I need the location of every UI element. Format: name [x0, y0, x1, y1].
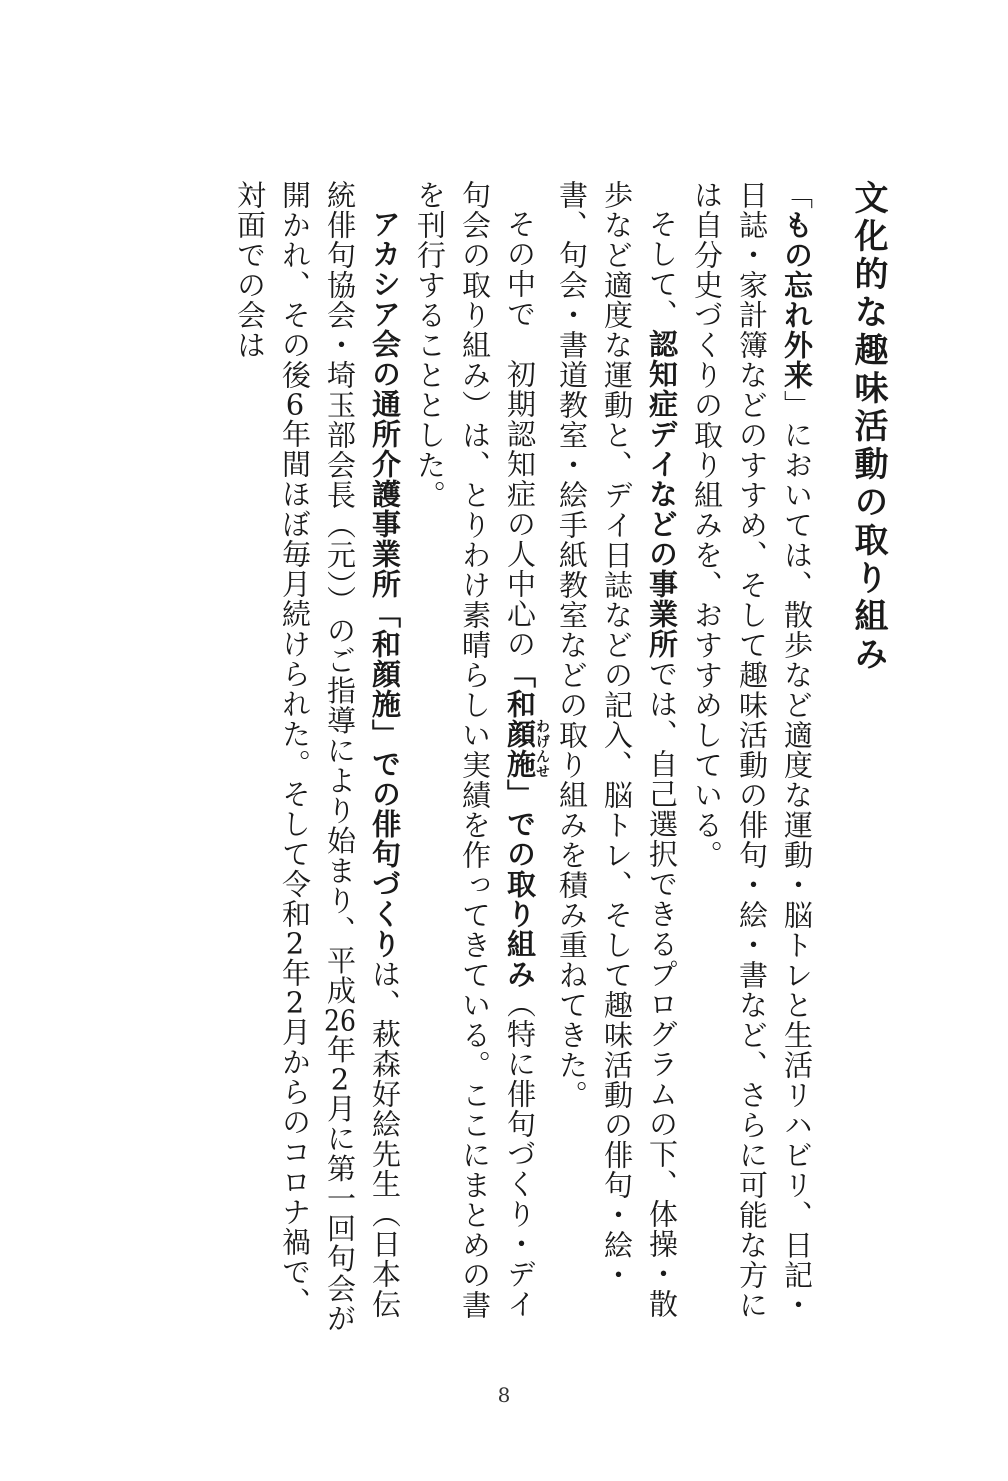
paragraph-4-body-4: 年間ほぼ毎月続けられた。そして令和	[278, 419, 312, 929]
paragraph-3-ruby-wrapper	[503, 719, 550, 779]
paragraph-mono-wasure	[684, 180, 819, 1340]
paragraph-dementia-day	[549, 180, 684, 1340]
paragraph-1-body: 」においては、散歩など適度な運動・脳トレと生活リハビリ、日記・日誌・家計簿などのすすめ、そして趣味活動の俳句・絵・書など、さらに可能な方には自分史づくりの取り組みを、おすすめしている。	[690, 180, 814, 1320]
ruby-reading: わげんせ	[534, 719, 550, 779]
reiwa-month-number-2: 2	[285, 988, 305, 1017]
paragraph-2-bold-term: 認知症デイなどの事業所	[645, 329, 679, 659]
paragraph-wagense	[407, 180, 549, 1340]
paragraph-4-body-1: は、萩森好絵先生（日本伝統俳句協会・埼玉部会長（元））のご指導により始まり、平成	[323, 180, 402, 1319]
paragraph-3-body: （特に俳句づくり・デイ句会の取り組み）は、とりわけ素晴らしい実績を作ってきている。ここにまとめの書を刊行することとした。	[413, 180, 537, 1320]
paragraph-4-body-3: 月に第一回句会が開かれ、その後	[278, 180, 357, 1334]
paragraph-acacia-haiku	[227, 180, 407, 1340]
paragraph-3-bold-term-end: 」での取り組み	[503, 779, 537, 989]
paragraph-1-open-bracket: 「	[780, 180, 814, 210]
paragraph-3-lead: その中で 初期認知症の人中心の	[503, 209, 537, 659]
ruby-base-text: 顔施	[503, 719, 537, 779]
paragraph-2-body: では、自己選択できるプログラムの下、体操・散歩など適度な運動と、デイ日誌などの記入、脳トレ、そして趣味活動の俳句・絵・書、句会・書道教室・絵手紙教室などの取り組みを積み重ねてきた。	[555, 180, 679, 1319]
paragraph-3-bold-term-start: 「和	[503, 659, 537, 719]
vertical-text-block	[100, 180, 890, 1340]
month-number-2: 2	[330, 1064, 350, 1094]
years-number-6: 6	[285, 390, 305, 419]
paragraph-4-body-6: 月からのコロナ禍で、対面での会は	[233, 180, 312, 1317]
reiwa-year-number-2: 2	[285, 929, 305, 958]
page-number: 8	[497, 1383, 511, 1407]
section-heading: 文化的な趣味活動の取り組み	[848, 180, 888, 674]
year-number-26: 26	[324, 1005, 356, 1035]
paragraph-1-bold-term: もの忘れ外来	[780, 210, 814, 390]
paragraph-4-body-5: 年	[278, 958, 312, 988]
paragraph-4-body-2: 年	[323, 1034, 357, 1065]
paragraph-4-bold-term: アカシア会の通所介護事業所「和顔施」での俳句づくり	[368, 209, 402, 959]
paragraph-2-lead: そして、	[645, 209, 679, 329]
wagense-ruby	[503, 719, 550, 779]
